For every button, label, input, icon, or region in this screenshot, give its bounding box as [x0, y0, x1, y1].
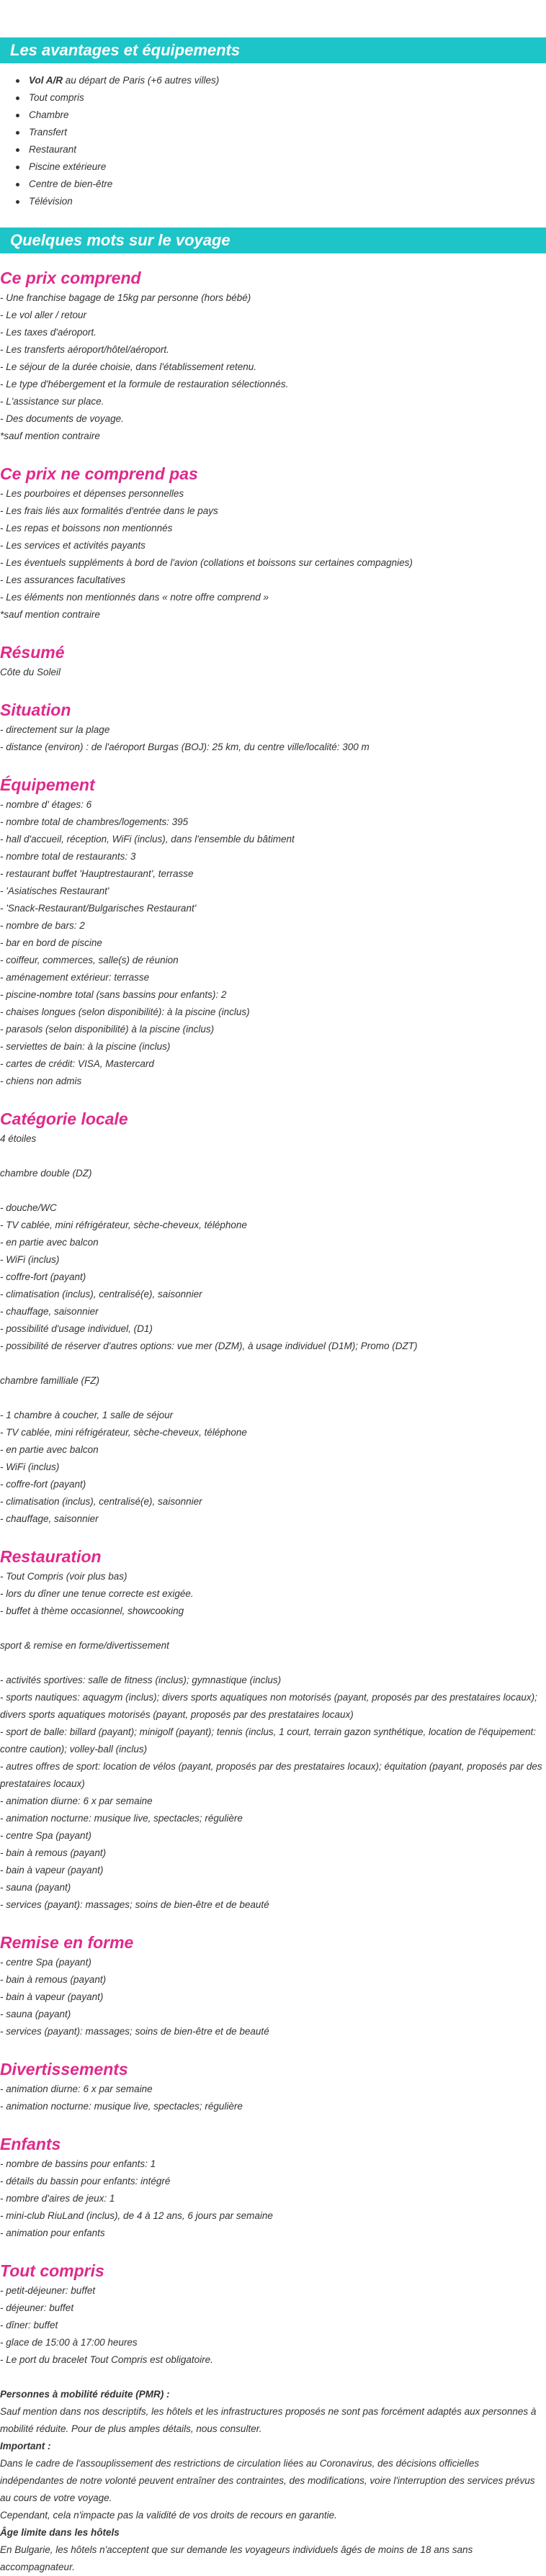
note-text: Sauf mention dans nos descriptifs, les hôtels et les infrastructures proposés ne sont pas forcément adaptés aux personnes à mobilité réduite. Pour de plus amples détails, nous consulter.	[0, 2406, 537, 2434]
section-line: - nombre d'aires de jeux: 1	[0, 2193, 115, 2204]
section-line: - dîner: buffet	[0, 2320, 58, 2330]
note-heading: Personnes à mobilité réduite (PMR) :	[0, 2389, 170, 2400]
section-spacer	[0, 681, 546, 698]
section-line: - chaises longues (selon disponibilité): à la piscine (inclus)	[0, 1006, 250, 1017]
section-line: - distance (environ) : de l'aéroport Burgas (BOJ): 25 km, du centre ville/localité: 300 m	[0, 742, 370, 752]
section-line: - sport de balle: billard (payant); minigolf (payant); tennis (inclus, 1 court, terrain gazon synthétique, location de l'équipement: contre caution); volley-ball (inclus)	[0, 1726, 536, 1755]
section-line: - Les assurances facultatives	[0, 575, 126, 585]
section-spacer	[0, 1090, 546, 1107]
section-line: - coffre-fort (payant)	[0, 1479, 86, 1490]
section-line: - Une franchise bagage de 15kg par personne (hors bébé)	[0, 292, 251, 303]
section-spacer	[0, 2115, 546, 2133]
section-heading: Situation	[0, 701, 71, 719]
section-line: - chauffage, saisonnier	[0, 1513, 99, 1524]
note-text: En Bulgarie, les hôtels n'acceptent que sur demande les voyageurs individuels âgés de moins de 18 ans sans accompagnateur.	[0, 2544, 473, 2572]
section-line: - climatisation (inclus), centralisé(e), saisonnier	[0, 1289, 202, 1300]
block-spacer	[0, 1355, 546, 1372]
section-line: - aménagement extérieur: terrasse	[0, 972, 150, 983]
feature-item-label: Piscine extérieure	[29, 161, 107, 172]
section-line: Côte du Soleil	[0, 667, 61, 677]
section-line: - activités sportives: salle de fitness (inclus); gymnastique (inclus)	[0, 1675, 282, 1685]
section-line: - centre Spa (payant)	[0, 1830, 91, 1841]
section-line: - cartes de crédit: VISA, Mastercard	[0, 1058, 154, 1069]
feature-item-label: Restaurant	[29, 144, 77, 155]
info-section	[0, 1545, 546, 1931]
block-spacer	[0, 1390, 546, 1407]
section-line: - sauna (payant)	[0, 2009, 71, 2019]
section-line: - nombre de bars: 2	[0, 920, 85, 931]
features-banner: Les avantages et équipements	[0, 37, 546, 63]
feature-item	[13, 124, 546, 141]
section-line: - directement sur la plage	[0, 724, 110, 735]
section-line: - TV cablée, mini réfrigérateur, sèche-cheveux, téléphone	[0, 1220, 247, 1230]
section-spacer	[0, 2369, 546, 2386]
feature-item-highlight: Vol A/R	[29, 75, 63, 86]
section-line: sport & remise en forme/divertissement	[0, 1640, 169, 1651]
section-spacer	[0, 1528, 546, 1545]
section-line: - mini-club RiuLand (inclus), de 4 à 12 ans, 6 jours par semaine	[0, 2210, 273, 2221]
section-line: - nombre total de restaurants: 3	[0, 851, 136, 862]
section-line: - Le port du bracelet Tout Compris est obligatoire.	[0, 2354, 213, 2365]
section-line: - 1 chambre à coucher, 1 salle de séjour	[0, 1410, 174, 1420]
section-line: - en partie avec balcon	[0, 1444, 99, 1455]
section-spacer	[0, 756, 546, 773]
section-line: - serviettes de bain: à la piscine (inclus)	[0, 1041, 171, 1052]
section-line: - animation diurne: 6 x par semaine	[0, 2084, 153, 2094]
section-line: - lors du dîner une tenue correcte est exigée.	[0, 1588, 194, 1599]
info-section	[0, 773, 546, 1107]
section-line: chambre double (DZ)	[0, 1168, 92, 1179]
section-line: - parasols (selon disponibilité) à la piscine (inclus)	[0, 1024, 215, 1035]
section-line: - possibilité d'usage individuel, (D1)	[0, 1323, 153, 1334]
block-spacer	[0, 1182, 546, 1199]
block-spacer	[0, 1620, 546, 1637]
feature-item	[13, 89, 546, 107]
section-line: - coffre-fort (payant)	[0, 1271, 86, 1282]
section-line: - glace de 15:00 à 17:00 heures	[0, 2337, 138, 2348]
section-line: - centre Spa (payant)	[0, 1957, 91, 1968]
info-section	[0, 462, 546, 641]
section-line: - L'assistance sur place.	[0, 396, 104, 407]
section-spacer	[0, 2242, 546, 2259]
section-line: - coiffeur, commerces, salle(s) de réunion	[0, 955, 179, 965]
section-line: - chauffage, saisonnier	[0, 1306, 99, 1317]
section-spacer	[0, 2040, 546, 2058]
block-spacer	[0, 1654, 546, 1672]
section-line: - sports nautiques: aquagym (inclus); divers sports aquatiques non motorisés (payant, proposés par des prestataires locaux); divers sports aquatiques motorisés (payant, proposés par des prestataires locaux)	[0, 1692, 537, 1720]
section-line: - bain à remous (payant)	[0, 1974, 107, 1985]
feature-item	[13, 193, 546, 210]
feature-item	[13, 141, 546, 158]
section-line: - bain à vapeur (payant)	[0, 1991, 104, 2002]
section-line: - WiFi (inclus)	[0, 1462, 60, 1472]
section-line: - WiFi (inclus)	[0, 1254, 60, 1265]
section-heading: Équipement	[0, 775, 95, 794]
note-text: Cependant, cela n'impacte pas la validité de vos droits de recours en garantie.	[0, 2510, 337, 2521]
section-line: - Les pourboires et dépenses personnelles	[0, 488, 184, 499]
info-section	[0, 2259, 546, 2386]
section-line: - chiens non admis	[0, 1076, 82, 1086]
section-line: - Les taxes d'aéroport.	[0, 327, 97, 338]
section-line: - buffet à thème occasionnel, showcooking	[0, 1606, 184, 1616]
section-line: - Les repas et boissons non mentionnés	[0, 523, 173, 533]
section-line: - services (payant): massages; soins de bien-être et de beauté	[0, 2026, 269, 2037]
section-line: - animation nocturne: musique live, spectacles; régulière	[0, 1813, 243, 1824]
section-line: - en partie avec balcon	[0, 1237, 99, 1248]
feature-item-label: Centre de bien-être	[29, 179, 113, 189]
section-heading: Ce prix ne comprend pas	[0, 464, 198, 483]
section-line: - Les services et activités payants	[0, 540, 146, 551]
section-line: - douche/WC	[0, 1202, 57, 1213]
section-heading: Tout compris	[0, 2261, 104, 2280]
section-heading: Ce prix comprend	[0, 269, 141, 287]
section-line: - déjeuner: buffet	[0, 2302, 74, 2313]
info-section	[0, 266, 546, 462]
features-list	[0, 63, 546, 228]
section-line: - piscine-nombre total (sans bassins pour enfants): 2	[0, 989, 227, 1000]
feature-item-label: Chambre	[29, 109, 69, 120]
section-line: - Les éléments non mentionnés dans « notre offre comprend »	[0, 592, 269, 603]
section-line: - Les éventuels suppléments à bord de l'avion (collations et boissons sur certaines compagnies)	[0, 557, 413, 568]
section-heading: Enfants	[0, 2135, 61, 2153]
section-line: - Les transferts aéroport/hôtel/aéroport.	[0, 344, 169, 355]
section-line: - Le séjour de la durée choisie, dans l'établissement retenu.	[0, 361, 257, 372]
section-heading: Remise en forme	[0, 1933, 134, 1952]
section-line: - nombre total de chambres/logements: 395	[0, 816, 189, 827]
section-line: - 'Snack-Restaurant/Bulgarisches Restaurant'	[0, 903, 197, 914]
feature-item	[13, 176, 546, 193]
section-line: - bain à vapeur (payant)	[0, 1865, 104, 1875]
section-line: - services (payant): massages; soins de bien-être et de beauté	[0, 1899, 269, 1910]
info-section	[0, 2058, 546, 2133]
section-line: - 'Asiatisches Restaurant'	[0, 886, 109, 896]
section-line: - bar en bord de piscine	[0, 937, 102, 948]
section-line: 4 étoiles	[0, 1133, 37, 1144]
section-heading: Divertissements	[0, 2060, 128, 2079]
section-line: - Le type d'hébergement et la formule de restauration sélectionnés.	[0, 379, 289, 389]
section-line: - bain à remous (payant)	[0, 1847, 107, 1858]
voyage-body	[0, 253, 546, 2576]
section-line: - petit-déjeuner: buffet	[0, 2285, 96, 2296]
section-line: - Le vol aller / retour	[0, 310, 87, 320]
info-section	[0, 1931, 546, 2058]
note-heading: Important :	[0, 2441, 51, 2451]
section-line: - Tout Compris (voir plus bas)	[0, 1571, 127, 1582]
info-section	[0, 2133, 546, 2259]
feature-item-label: Tout compris	[29, 92, 84, 103]
section-line: *sauf mention contraire	[0, 431, 100, 441]
feature-item	[13, 107, 546, 124]
voyage-banner: Quelques mots sur le voyage	[0, 228, 546, 253]
section-line: - autres offres de sport: location de vélos (payant, proposés par des prestataires locaux); équitation (payant, proposés par des prestataires locaux)	[0, 1761, 542, 1789]
info-section	[0, 698, 546, 773]
section-line: - Les frais liés aux formalités d'entrée dans le pays	[0, 505, 218, 516]
note-text: Dans le cadre de l'assouplissement des restrictions de circulation liées au Coronavirus, des décisions officielles indépendantes de notre volonté peuvent entraîner des contraintes, des modifications, voire l'interruption des services prévus au cours de votre voyage.	[0, 2458, 535, 2503]
section-spacer	[0, 1914, 546, 1931]
section-heading: Résumé	[0, 643, 65, 662]
feature-item	[13, 72, 546, 89]
feature-item-label: Télévision	[29, 196, 73, 207]
section-spacer	[0, 623, 546, 641]
feature-item-label: Transfert	[29, 127, 68, 138]
feature-item	[13, 158, 546, 176]
section-line: - nombre de bassins pour enfants: 1	[0, 2158, 156, 2169]
section-line: - possibilité de réserver d'autres options: vue mer (DZM), à usage individuel (D1M); Promo (DZT)	[0, 1341, 418, 1351]
section-line: - animation pour enfants	[0, 2228, 105, 2238]
section-line: - Des documents de voyage.	[0, 413, 124, 424]
section-heading: Catégorie locale	[0, 1109, 128, 1128]
note-heading: Âge limite dans les hôtels	[0, 2527, 120, 2538]
info-section	[0, 641, 546, 698]
section-line: chambre familliale (FZ)	[0, 1375, 100, 1386]
section-line: - TV cablée, mini réfrigérateur, sèche-cheveux, téléphone	[0, 1427, 247, 1438]
section-line: - détails du bassin pour enfants: intégré	[0, 2176, 171, 2187]
info-section	[0, 1107, 546, 1545]
section-line: - animation nocturne: musique live, spectacles; régulière	[0, 2101, 243, 2112]
section-line: - hall d'accueil, réception, WiFi (inclus), dans l'ensemble du bâtiment	[0, 834, 295, 845]
section-line: - animation diurne: 6 x par semaine	[0, 1796, 153, 1806]
section-heading: Restauration	[0, 1547, 102, 1566]
feature-item-label: au départ de Paris (+6 autres villes)	[63, 75, 220, 86]
section-line: - nombre d' étages: 6	[0, 799, 92, 810]
section-line: *sauf mention contraire	[0, 609, 100, 620]
section-spacer	[0, 445, 546, 462]
section-line: - sauna (payant)	[0, 1882, 71, 1893]
block-spacer	[0, 1148, 546, 1165]
section-line: - climatisation (inclus), centralisé(e), saisonnier	[0, 1496, 202, 1507]
section-line: - restaurant buffet 'Hauptrestaurant', terrasse	[0, 868, 194, 879]
